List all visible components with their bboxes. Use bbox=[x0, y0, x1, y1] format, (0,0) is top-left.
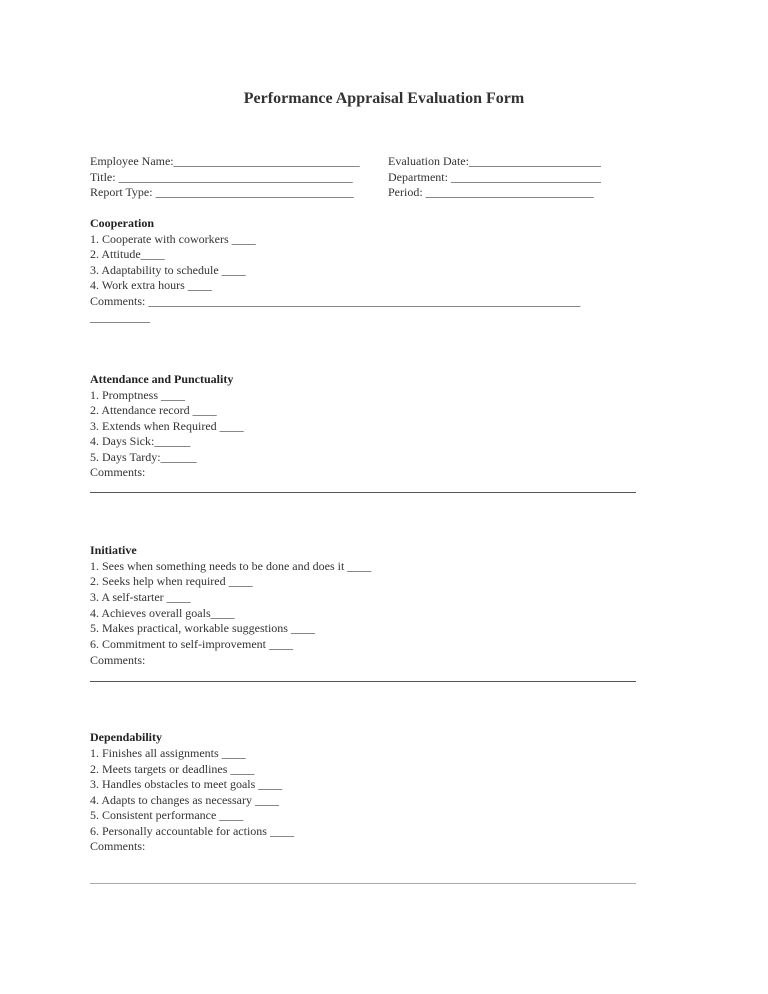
list-item: 6. Commitment to self-improvement ____ bbox=[90, 637, 293, 651]
evaluation-date-field: Evaluation Date:______________________ bbox=[388, 154, 601, 168]
comments-label: Comments: bbox=[90, 465, 146, 479]
list-item: 5. Consistent performance ____ bbox=[90, 808, 244, 822]
list-item: 6. Personally accountable for actions ____ bbox=[90, 824, 294, 838]
list-item: 4. Achieves overall goals____ bbox=[90, 606, 235, 620]
section-heading-initiative: Initiative bbox=[90, 543, 137, 557]
title-field: Title: _______________________________________ bbox=[90, 170, 353, 184]
list-item: 2. Seeks help when required ____ bbox=[90, 574, 253, 588]
list-item: 2. Meets targets or deadlines ____ bbox=[90, 762, 255, 776]
list-item: 1. Cooperate with coworkers ____ bbox=[90, 232, 256, 246]
list-item: 4. Work extra hours ____ bbox=[90, 278, 212, 292]
comments-continuation: __________ bbox=[90, 310, 150, 324]
list-item: 3. A self-starter ____ bbox=[90, 590, 191, 604]
period-field: Period: ____________________________ bbox=[388, 185, 594, 199]
department-field: Department: _________________________ bbox=[388, 170, 601, 184]
list-item: 2. Attendance record ____ bbox=[90, 403, 217, 417]
comments-rule bbox=[90, 681, 636, 682]
report-type-field: Report Type: _________________________________ bbox=[90, 185, 354, 199]
employee-name-field: Employee Name:_______________________________ bbox=[90, 154, 360, 168]
list-item: 1. Finishes all assignments ____ bbox=[90, 746, 246, 760]
comments-label: Comments: bbox=[90, 839, 146, 853]
list-item: 3. Adaptability to schedule ____ bbox=[90, 263, 246, 277]
comments-rule bbox=[90, 883, 636, 884]
form-title: Performance Appraisal Evaluation Form bbox=[243, 90, 525, 107]
list-item: 5. Days Tardy:______ bbox=[90, 450, 197, 464]
comments-rule bbox=[90, 492, 636, 493]
list-item: 3. Extends when Required ____ bbox=[90, 419, 244, 433]
list-item: 2. Attitude____ bbox=[90, 247, 165, 261]
section-heading-cooperation: Cooperation bbox=[90, 216, 154, 230]
list-item: 3. Handles obstacles to meet goals ____ bbox=[90, 777, 283, 791]
list-item: 4. Days Sick:______ bbox=[90, 434, 191, 448]
list-item: 1. Promptness ____ bbox=[90, 388, 186, 402]
section-heading-attendance: Attendance and Punctuality bbox=[90, 372, 234, 386]
comments-label: Comments: ________________________________________________________________________ bbox=[90, 294, 581, 308]
list-item: 1. Sees when something needs to be done and does it ____ bbox=[90, 559, 372, 573]
section-heading-dependability: Dependability bbox=[90, 730, 163, 744]
list-item: 4. Adapts to changes as necessary ____ bbox=[90, 793, 279, 807]
comments-label: Comments: bbox=[90, 653, 146, 667]
list-item: 5. Makes practical, workable suggestions ____ bbox=[90, 621, 315, 635]
